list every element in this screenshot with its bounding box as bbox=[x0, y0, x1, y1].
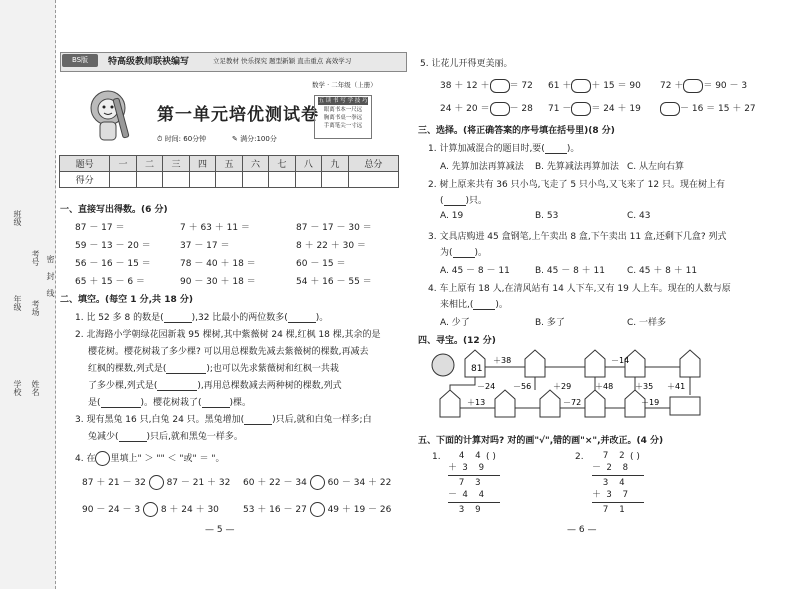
score-header-cell: 题号 bbox=[60, 156, 110, 172]
op-label: ＋41 bbox=[667, 382, 686, 391]
blank[interactable] bbox=[545, 143, 567, 154]
s3-q2-line: 2. 树上原来共有 36 只小鸟,飞走了 5 只小鸟,又飞来了 12 只。现在树上有 bbox=[428, 180, 725, 190]
s2-q2-line: 2. 北海路小学朝绿花园新栽 95 棵树,其中紫薇树 24 棵,红枫 18 棵,其余的是 bbox=[75, 330, 381, 340]
option: A. 45 － 8 － 11 bbox=[440, 266, 510, 276]
flower-blank[interactable] bbox=[571, 79, 591, 93]
s1-item: 87 － 17 － 30 ＝ bbox=[296, 223, 372, 233]
s1-item: 59 － 13 － 20 ＝ bbox=[75, 241, 151, 251]
option: A. 少了 bbox=[440, 318, 470, 328]
compare-circle[interactable] bbox=[310, 475, 325, 490]
score-header-cell: 总分 bbox=[348, 156, 398, 172]
binding-label-exam-no: 考号 bbox=[31, 250, 40, 266]
judge-paren[interactable]: ( ) bbox=[630, 452, 640, 462]
s1-item: 54 ＋ 16 － 55 ＝ bbox=[296, 277, 372, 287]
score-header-cell: 五 bbox=[216, 156, 242, 172]
flower-blank[interactable] bbox=[490, 79, 510, 93]
s2-q3-line: 兔减少( )只后,就和黑兔一样多。 bbox=[88, 432, 243, 442]
seal-mi: 密 bbox=[46, 255, 55, 263]
start-number: 81 bbox=[471, 364, 483, 374]
op-label: ＋35 bbox=[635, 382, 654, 391]
blank[interactable] bbox=[202, 397, 230, 408]
blank[interactable] bbox=[244, 414, 272, 425]
op-label: －14 bbox=[611, 356, 630, 365]
pencil-icon: ✎ bbox=[232, 135, 241, 143]
score-header-cell: 一 bbox=[110, 156, 136, 172]
s1-item: 78 － 40 ＋ 18 ＝ bbox=[180, 259, 256, 269]
flower-item: － 16 ＝ 15 ＋ 27 bbox=[660, 101, 756, 116]
score-cell[interactable] bbox=[322, 172, 348, 188]
treasure-path bbox=[425, 345, 725, 425]
compare-circle[interactable] bbox=[143, 502, 158, 517]
compare-circle bbox=[95, 451, 110, 466]
lion-mascot-icon bbox=[80, 84, 140, 146]
s1-item: 87 － 17 ＝ bbox=[75, 223, 125, 233]
motto-title: 五 读 书 写 学 技 巧 bbox=[318, 98, 368, 104]
s1-item: 90 － 30 ＋ 18 ＝ bbox=[180, 277, 256, 287]
option: C. 45 ＋ 8 ＋ 11 bbox=[627, 266, 698, 276]
time-limit: ⏱ 时间: 60分钟 bbox=[157, 135, 207, 143]
option: C. 从左向右算 bbox=[627, 162, 685, 172]
monkey-icon bbox=[432, 354, 454, 376]
page-number-left: — 5 — bbox=[205, 525, 235, 535]
s2-q2-line: 樱花树。樱花树栽了多少棵? 可以用总棵数先减去紫薇树的棵数,再减去 bbox=[88, 347, 369, 357]
motto-box bbox=[314, 95, 372, 139]
s3-q4-line: 来相比,( )。 bbox=[440, 300, 508, 310]
score-cell[interactable] bbox=[189, 172, 215, 188]
op-label: －72 bbox=[563, 398, 582, 407]
s3-q4-line: 4. 车上原有 18 人,在清风站有 14 人下车,又有 19 人上车。现在的人数与原 bbox=[428, 284, 731, 294]
score-cell[interactable] bbox=[295, 172, 321, 188]
flower-item: 24 ＋ 20 ＝ － 28 bbox=[440, 101, 533, 116]
s1-item: 8 ＋ 22 ＋ 30 ＝ bbox=[296, 241, 366, 251]
score-cell[interactable] bbox=[163, 172, 189, 188]
section3-title: 三、选择。(将正确答案的序号填在括号里)(8 分) bbox=[418, 126, 615, 136]
compare-item: 60 ＋ 22 － 34 60 － 34 ＋ 22 bbox=[243, 475, 391, 490]
score-cell[interactable] bbox=[242, 172, 268, 188]
blank[interactable] bbox=[157, 380, 197, 391]
score-row-label: 得分 bbox=[60, 172, 110, 188]
edition-tag: BS版 bbox=[62, 54, 98, 67]
option: B. 先算减法再算加法 bbox=[535, 162, 619, 172]
flower-blank[interactable] bbox=[683, 79, 703, 93]
s2-q2-line: 了多少棵,列式是( ),再用总棵数减去两种树的棵数,列式 bbox=[88, 381, 342, 391]
binding-label-grade: 年级 bbox=[13, 295, 22, 311]
judge-paren[interactable]: ( ) bbox=[486, 452, 496, 462]
flower-item: 72 ＋ ＝ 90 － 3 bbox=[660, 78, 747, 93]
score-header-cell: 三 bbox=[163, 156, 189, 172]
q5-title: 5. 让花儿开得更美丽。 bbox=[420, 59, 513, 69]
op-label: ＋48 bbox=[595, 382, 614, 391]
section5-title: 五、下面的计算对吗? 对的画"√",错的画"×",并改正。(4 分) bbox=[418, 436, 664, 446]
flower-item: 61 ＋ ＋ 15 ＝ 90 bbox=[548, 78, 641, 93]
flower-blank[interactable] bbox=[660, 102, 680, 116]
blank[interactable] bbox=[288, 312, 316, 323]
seal-xian: 线 bbox=[46, 289, 55, 297]
option: B. 多了 bbox=[535, 318, 565, 328]
score-cell[interactable] bbox=[110, 172, 136, 188]
blank[interactable] bbox=[166, 363, 206, 374]
score-header-cell: 七 bbox=[269, 156, 295, 172]
compare-item: 90 － 24 － 3 8 ＋ 24 ＋ 30 bbox=[82, 502, 219, 517]
flower-blank[interactable] bbox=[571, 102, 591, 116]
section2-title: 二、填空。(每空 1 分,共 18 分) bbox=[60, 295, 193, 305]
section4-title: 四、寻宝。(12 分) bbox=[418, 336, 496, 346]
flower-item: 71 － ＝ 24 ＋ 19 bbox=[548, 101, 641, 116]
clock-icon: ⏱ bbox=[157, 135, 165, 143]
seal-feng: 封 bbox=[46, 272, 55, 280]
motto-line: 手离笔尖一寸远 bbox=[323, 123, 363, 129]
op-label: －24 bbox=[477, 382, 496, 391]
option: A. 先算加法再算减法 bbox=[440, 162, 524, 172]
binding-label-name: 姓名 bbox=[31, 380, 40, 396]
score-header-cell: 二 bbox=[136, 156, 162, 172]
score-cell[interactable] bbox=[269, 172, 295, 188]
score-cell[interactable] bbox=[136, 172, 162, 188]
flower-item: 38 ＋ 12 ＋ ＝ 72 bbox=[440, 78, 533, 93]
section1-title: 一、直接写出得数。(6 分) bbox=[60, 205, 168, 215]
op-label: ＋29 bbox=[553, 382, 572, 391]
compare-circle[interactable] bbox=[310, 502, 325, 517]
s1-item: 65 ＋ 15 － 6 ＝ bbox=[75, 277, 145, 287]
blank[interactable] bbox=[164, 312, 192, 323]
binding-label-room: 考场 bbox=[31, 300, 40, 316]
s1-item: 56 － 16 － 15 ＝ bbox=[75, 259, 151, 269]
score-cell[interactable] bbox=[348, 172, 398, 188]
s1-item: 60 － 15 ＝ bbox=[296, 259, 346, 269]
blank[interactable] bbox=[453, 247, 475, 258]
blank[interactable] bbox=[119, 431, 147, 442]
full-score: ✎ 满分:100分 bbox=[232, 135, 277, 143]
score-header-cell: 六 bbox=[242, 156, 268, 172]
binding-label-class: 班级 bbox=[13, 210, 22, 226]
option: C. 一样多 bbox=[627, 318, 667, 328]
op-label: ＋38 bbox=[493, 356, 512, 365]
s1-item: 7 ＋ 63 ＋ 11 ＝ bbox=[180, 223, 250, 233]
score-header-cell: 八 bbox=[295, 156, 321, 172]
blank[interactable] bbox=[101, 397, 141, 408]
score-cell[interactable] bbox=[216, 172, 242, 188]
op-label: －19 bbox=[641, 398, 660, 407]
op-label: ＋13 bbox=[467, 398, 486, 407]
s2-q2-line: 是( )。樱花树栽了( )棵。 bbox=[88, 398, 252, 408]
series-slogan: 立足教材 快乐探究 题型新颖 直击重点 高效学习 bbox=[213, 57, 352, 65]
score-table bbox=[59, 155, 399, 188]
s2-q2-line: 红枫的棵数,列式是( );也可以先求紫薇树和红枫一共栽 bbox=[88, 364, 339, 374]
blank[interactable] bbox=[473, 299, 495, 310]
binding-label-school: 学校 bbox=[13, 380, 22, 396]
blank[interactable] bbox=[444, 195, 466, 206]
s2-q3-line: 3. 现有黑兔 16 只,白兔 24 只。黑兔增加( )只后,就和白兔一样多;白 bbox=[75, 415, 372, 425]
s3-q3-line: 3. 文具店购进 45 盒钢笔,上午卖出 8 盒,下午卖出 11 盒,还剩下几盒? 列式 bbox=[428, 232, 727, 242]
s3-q1: 1. 计算加减混合的题目时,要( )。 bbox=[428, 144, 580, 154]
s3-q3-line: 为( )。 bbox=[440, 248, 488, 258]
calc2: 7 2 － 2 8 3 4 ＋ 3 7 7 1 bbox=[592, 450, 644, 516]
motto-line: 眼离书本一尺远 bbox=[323, 107, 363, 113]
calc1: 4 4 ＋ 3 9 7 3 － 4 4 3 9 bbox=[448, 450, 500, 516]
option: B. 53 bbox=[535, 211, 559, 221]
calc2-label: 2. bbox=[575, 452, 584, 462]
s3-q2-line: ( )只。 bbox=[440, 196, 488, 206]
grade-label: 数学 · 二年级（上册） bbox=[312, 81, 377, 89]
motto-line: 胸离书桌一拳远 bbox=[323, 115, 363, 121]
score-header-cell: 四 bbox=[189, 156, 215, 172]
option: A. 19 bbox=[440, 211, 464, 221]
option: C. 43 bbox=[627, 211, 651, 221]
option: B. 45 － 8 ＋ 11 bbox=[535, 266, 605, 276]
page-number-right: — 6 — bbox=[567, 525, 597, 535]
calc1-label: 1. bbox=[432, 452, 441, 462]
score-header-cell: 九 bbox=[322, 156, 348, 172]
series-title: 特高级教师联袂编写 bbox=[108, 57, 190, 67]
page-title: 第一单元培优测试卷 bbox=[157, 105, 319, 125]
compare-item: 87 ＋ 21 － 32 87 － 21 ＋ 32 bbox=[82, 475, 230, 490]
compare-circle[interactable] bbox=[149, 475, 164, 490]
s1-item: 37 － 17 ＝ bbox=[180, 241, 230, 251]
compare-item: 53 ＋ 16 － 27 49 ＋ 19 － 26 bbox=[243, 502, 391, 517]
s2-q4: 4. 在 里填上" ＞ "" ＜ "或" ＝ "。 bbox=[75, 451, 224, 466]
s2-q1: 1. 比 52 多 8 的数是( ),32 比最小的两位数多( )。 bbox=[75, 313, 329, 323]
op-label: －56 bbox=[513, 382, 532, 391]
flower-blank[interactable] bbox=[490, 102, 510, 116]
